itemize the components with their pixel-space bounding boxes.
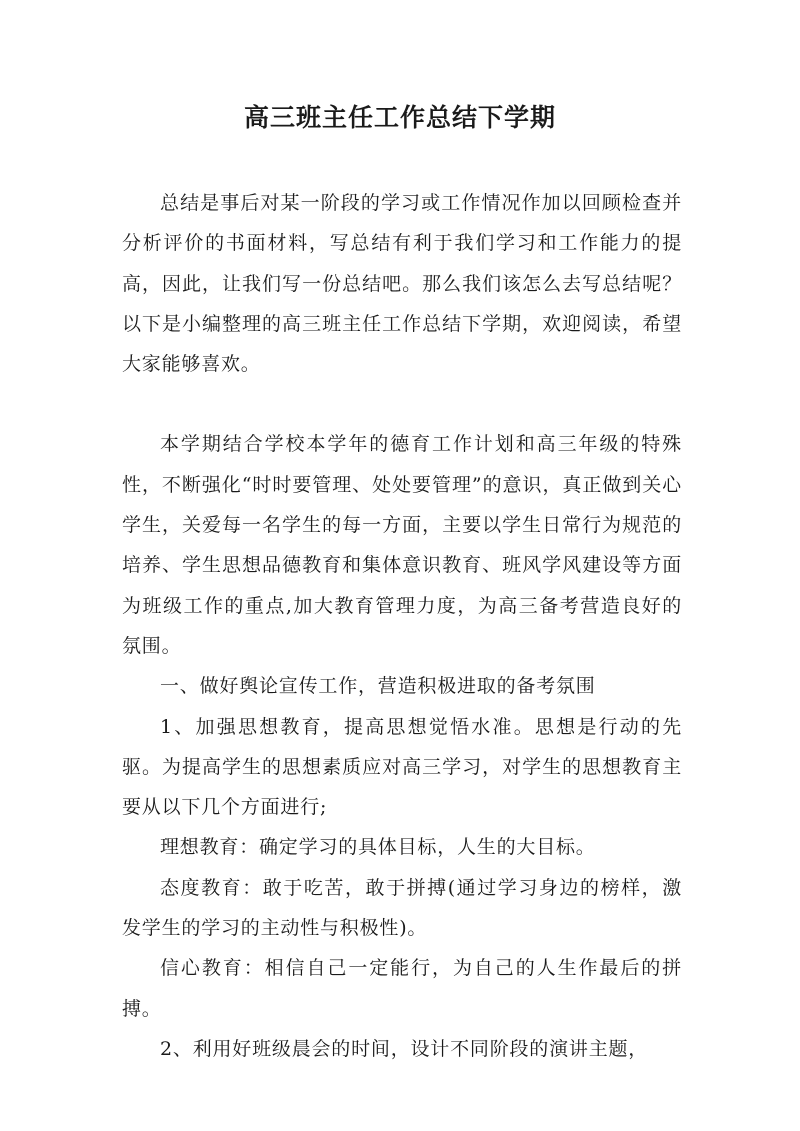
body-paragraph: 态度教育：敢于吃苦，敢于拼搏(通过学习身边的榜样，激发学生的学习的主动性与积极性)。 <box>122 876 682 940</box>
intro-paragraph: 总结是事后对某一阶段的学习或工作情况作加以回顾检查并分析评价的书面材料，写总结有利于我们学习和工作能力的提高，因此，让我们写一份总结吧。那么我们该怎么去写总结呢？以下是小编整理的高三班主任工作总结下学期，欢迎阅读，希望大家能够喜欢。 <box>122 192 682 376</box>
document-title: 高三班主任工作总结下学期 <box>243 103 556 132</box>
body-paragraph: 理想教育：确定学习的具体目标，人生的大目标。 <box>160 836 596 859</box>
body-paragraph: 2、利用好班级晨会的时间，设计不同阶段的演讲主题， <box>160 1037 649 1060</box>
document-body <box>122 183 682 1069</box>
body-paragraph: 1、加强思想教育，提高思想觉悟水准。思想是行动的先驱。为提高学生的思想素质应对高三学习，对学生的思想教育主要从以下几个方面进行; <box>122 715 682 819</box>
body-paragraph: 本学期结合学校本学年的德育工作计划和高三年级的特殊性，不断强化“时时要管理、处处要管理”的意识，真正做到关心学生，关爱每一名学生的每一方面，主要以学生日常行为规范的培养、学生思想品德教育和集体意识教育、班风学风建设等方面为班级工作的重点,加大教育管理力度，为高三备考营造良好的氛围。 <box>122 433 682 657</box>
body-paragraph: 信心教育：相信自己一定能行，为自己的人生作最后的拼搏。 <box>122 957 682 1020</box>
section-heading: 一、做好舆论宣传工作，营造积极进取的备考氛围 <box>160 675 596 698</box>
